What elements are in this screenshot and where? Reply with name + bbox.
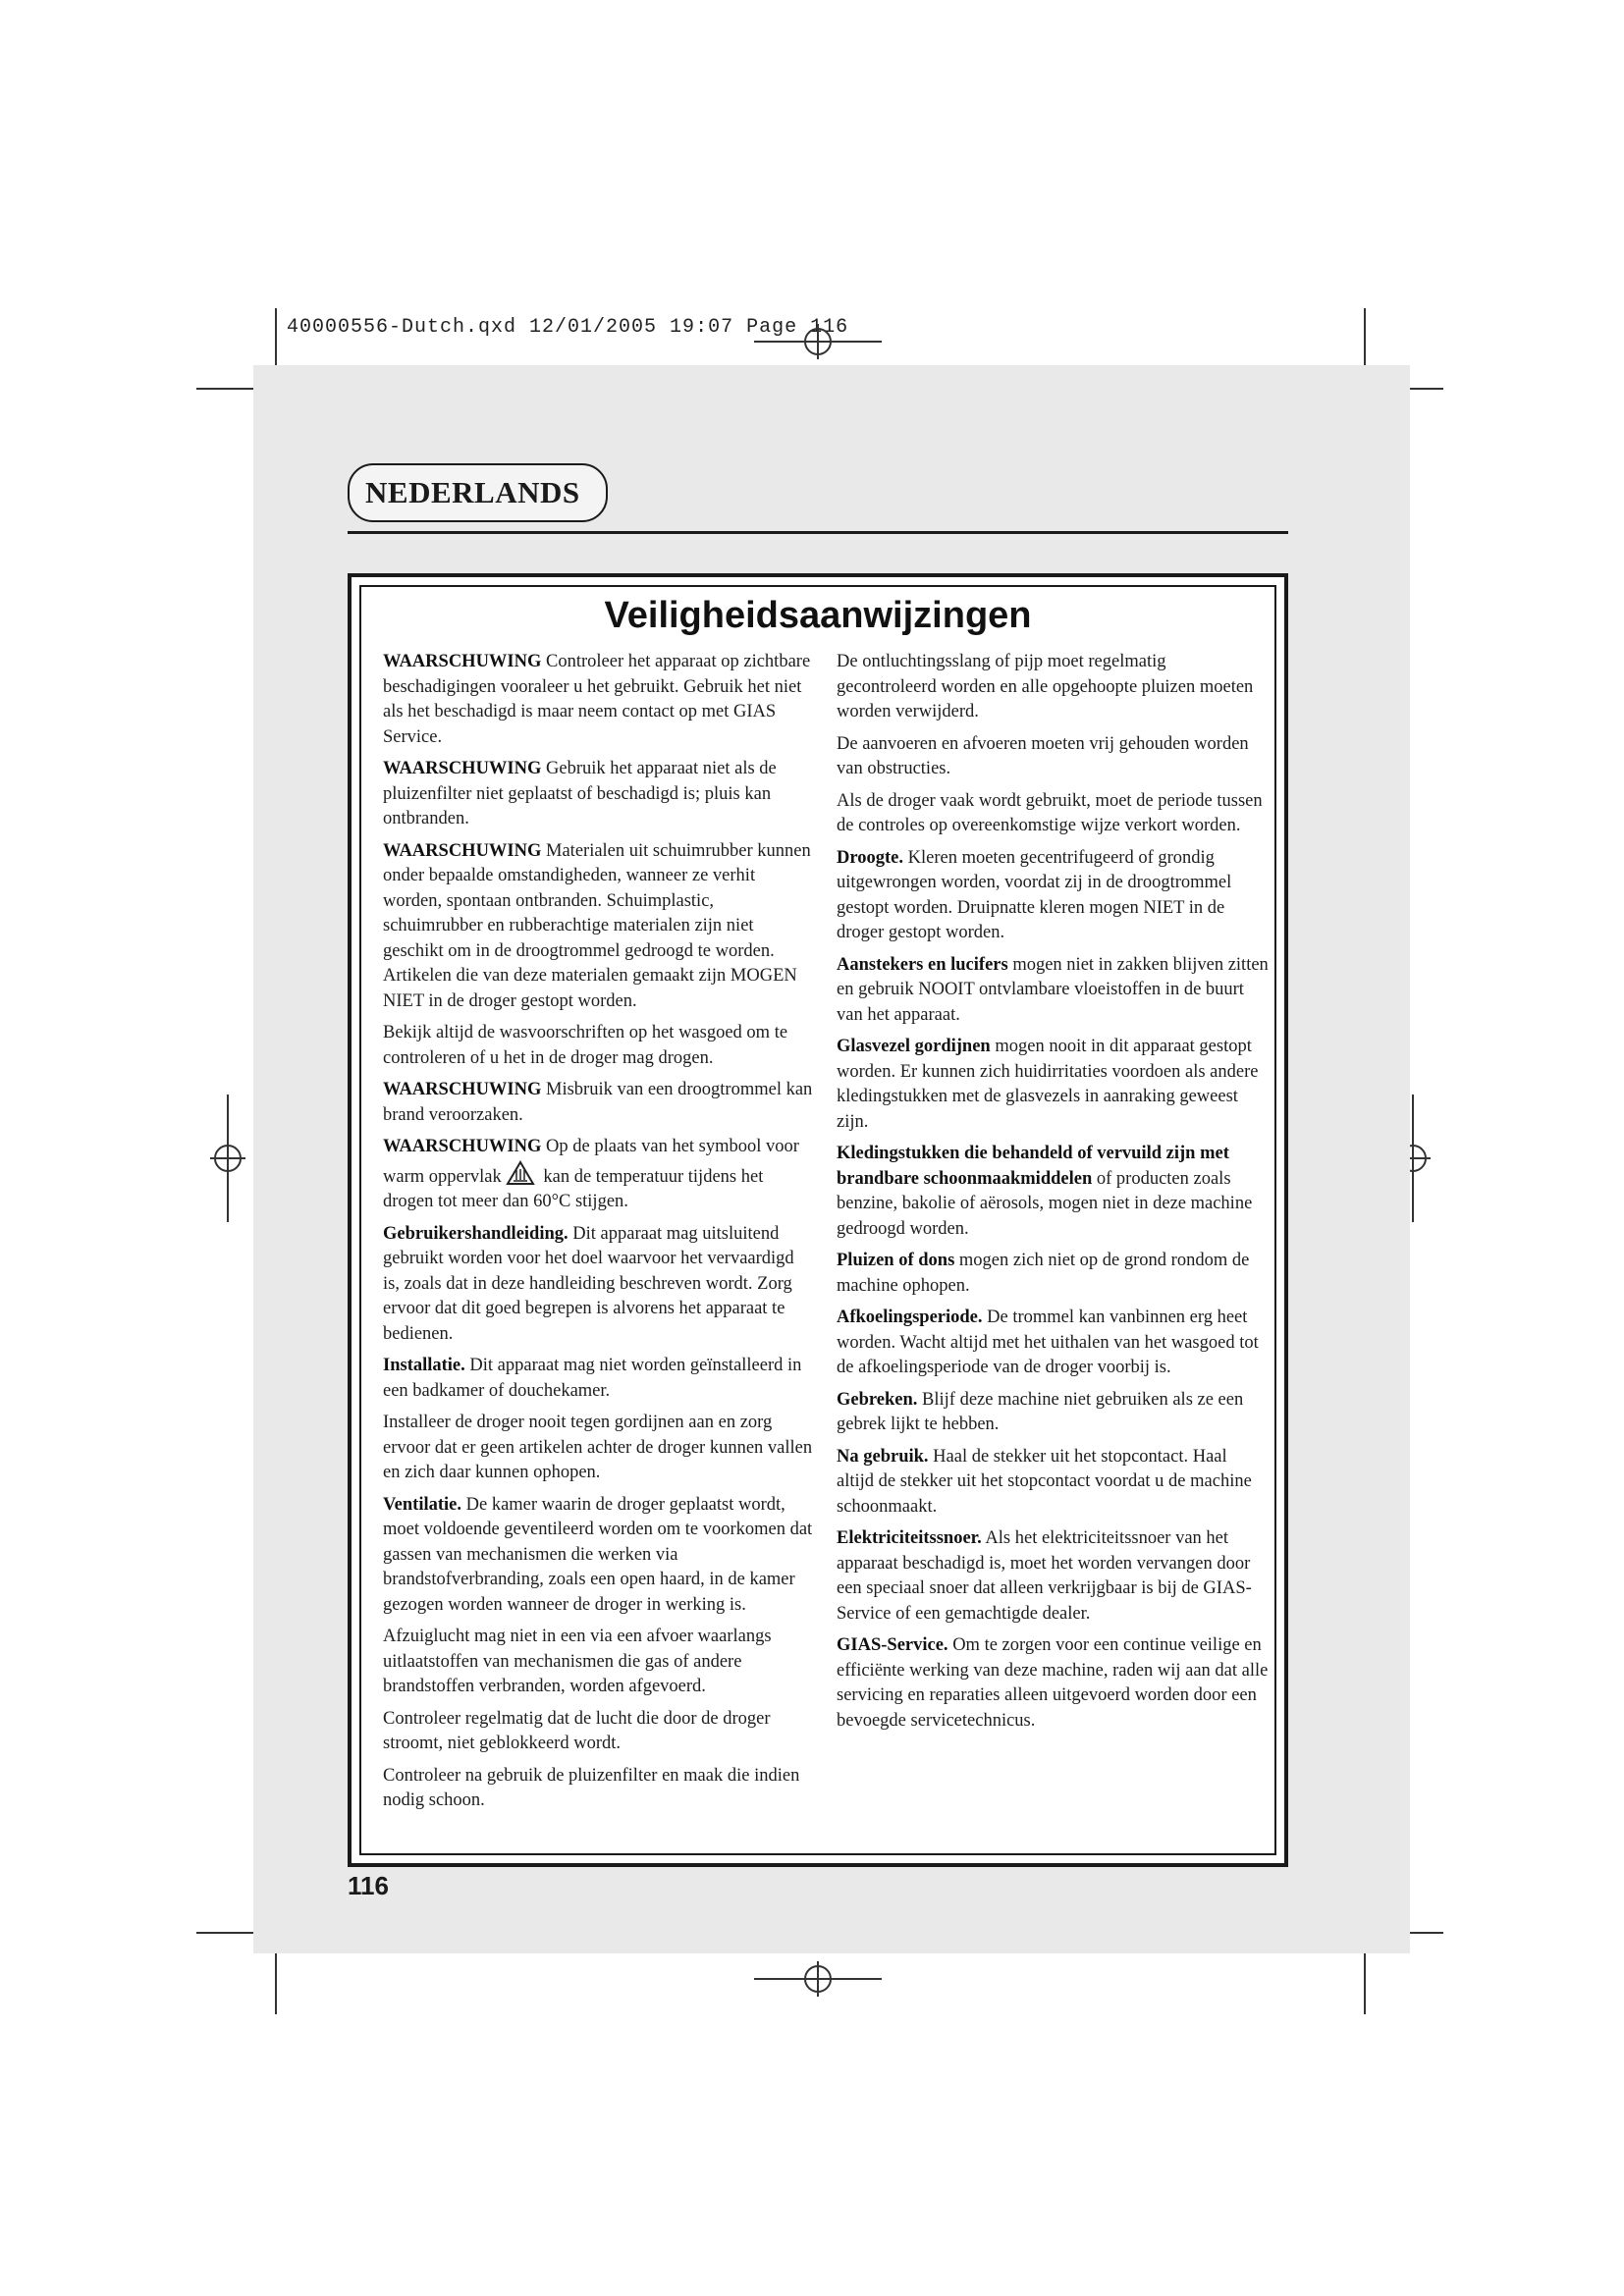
paragraph: Bekijk altijd de wasvoorschriften op het wasgoed om te controleren of u het in de droger mag drogen. bbox=[383, 1023, 788, 1068]
paragraph: Elektriciteitssnoer. Als het elektriciteitssnoer van het apparaat beschadigd is, moet het worden vervangen door een speciaal snoer dat alleen verkrijgbaar is bij de GIAS-Service of een gemachtigde dealer. bbox=[837, 1528, 1252, 1624]
paragraph: WAARSCHUWING Controleer het apparaat op zichtbare beschadigingen vooraleer u het gebruikt. Gebruik het niet als het beschadigd is maar neem contact op met GIAS Service. bbox=[383, 652, 811, 747]
page-title: Veiligheidsaanwijzingen bbox=[604, 595, 1032, 636]
paragraph: Na gebruik. Haal de stekker uit het stopcontact. Haal altijd de stekker uit het stopcontact voordat u de machine schoonmaakt. bbox=[837, 1446, 1252, 1517]
print-slug-line: 40000556-Dutch.qxd 12/01/2005 19:07 Page 116 bbox=[287, 316, 849, 339]
paragraph: WAARSCHUWING Op de plaats van het symbool voor warm oppervlak kan de temperatuur tijdens het drogen tot meer dan 60°C stijgen. bbox=[383, 1137, 799, 1211]
paragraph: Gebruikershandleiding. Dit apparaat mag uitsluitend gebruikt worden voor het doel waarvoor het vervaardigd is, zoals dat in deze handleiding beschreven wordt. Zorg ervoor dat dit goed begrepen is alvorens het apparaat te bedienen. bbox=[383, 1223, 794, 1344]
safety-instructions-inner-frame bbox=[359, 585, 1276, 1855]
paragraph: Aanstekers en lucifers mogen niet in zakken blijven zitten en gebruik NOOIT ontvlambare vloeistoffen in de buurt van het apparaat. bbox=[837, 954, 1269, 1025]
paragraph: Afzuiglucht mag niet in een via een afvoer waarlangs uitlaatstoffen van mechanismen die gas of andere brandstoffen verbranden, worden afgevoerd. bbox=[383, 1627, 772, 1696]
right-column bbox=[837, 650, 1269, 1740]
registration-mark-icon bbox=[800, 324, 836, 359]
safety-instructions-box bbox=[348, 573, 1288, 1867]
hot-surface-warning-icon bbox=[506, 1160, 535, 1186]
paragraph: Ventilatie. De kamer waarin de droger geplaatst wordt, moet voldoende geventileerd worden om te voorkomen dat gassen van mechanismen die werken via brandstofverbranding, zoals een open haard, in de kamer gezogen worden wanneer de droger in werking is. bbox=[383, 1494, 813, 1615]
paragraph: Droogte. Kleren moeten gecentrifugeerd of grondig uitgewrongen worden, voordat zij in de droogtrommel gestopt worden. Druipnatte kleren mogen NIET in de droger gestopt worden. bbox=[837, 847, 1232, 942]
paragraph: WAARSCHUWING Materialen uit schuimrubber kunnen onder bepaalde omstandigheden, wanneer ze verhit worden, spontaan ontbranden. Schuimplastic, schuimrubber en rubberachtige materialen zijn niet geschikt om in de droogtrommel gedroogd te worden. Artikelen die van deze materialen gemaakt zijn MOGEN NIET in de droger gestopt worden. bbox=[383, 840, 811, 1011]
registration-mark-icon bbox=[210, 1141, 245, 1176]
paragraph: Als de droger vaak wordt gebruikt, moet de periode tussen de controles op overeenkomstige wijze verkort worden. bbox=[837, 790, 1263, 835]
header-rule bbox=[348, 531, 1288, 534]
paragraph: WAARSCHUWING Misbruik van een droogtrommel kan brand veroorzaken. bbox=[383, 1080, 813, 1125]
paragraph: WAARSCHUWING Gebruik het apparaat niet als de pluizenfilter niet geplaatst of beschadigd is; pluis kan ontbranden. bbox=[383, 759, 777, 828]
crop-mark-bottom-left-horizontal bbox=[196, 1932, 257, 1934]
paragraph: Glasvezel gordijnen mogen nooit in dit apparaat gestopt worden. Er kunnen zich huidirritaties voordoen als andere kledingstukken met de glasvezels in aanraking geweest zijn. bbox=[837, 1037, 1259, 1132]
paragraph: Installeer de droger nooit tegen gordijnen aan en zorg ervoor dat er geen artikelen achter de droger kunnen vallen en zich daar kunnen ophopen. bbox=[383, 1413, 813, 1482]
paragraph: Controleer na gebruik de pluizenfilter en maak die indien nodig schoon. bbox=[383, 1765, 800, 1810]
crop-mark-top-left-horizontal bbox=[196, 388, 257, 390]
language-tab bbox=[348, 463, 608, 522]
paragraph: GIAS-Service. Om te zorgen voor een continue veilige en efficiënte werking van deze machine, raden wij aan dat alle servicing en reparaties alleen uitgevoerd worden door een bevoegde servicetechnicus. bbox=[837, 1635, 1269, 1731]
paragraph: Kledingstukken die behandeld of vervuild zijn met brandbare schoonmaakmiddelen of producten zoals benzine, bakolie of aërosols, mogen niet in deze machine gedroogd worden. bbox=[837, 1144, 1253, 1239]
paragraph: De aanvoeren en afvoeren moeten vrij gehouden worden van obstructies. bbox=[837, 733, 1249, 778]
paragraph: Pluizen of dons mogen zich niet op de grond rondom de machine ophopen. bbox=[837, 1251, 1250, 1296]
paragraph: Afkoelingsperiode. De trommel kan vanbinnen erg heet worden. Wacht altijd met het uithalen van het wasgoed tot de afkoelingsperiode van de droger voorbij is. bbox=[837, 1308, 1259, 1377]
paragraph: Controleer regelmatig dat de lucht die door de droger stroomt, niet geblokkeerd wordt. bbox=[383, 1708, 771, 1753]
crop-mark-top-left-vertical bbox=[275, 308, 277, 369]
crop-mark-bottom-right-vertical bbox=[1364, 1953, 1366, 2014]
paragraph: De ontluchtingsslang of pijp moet regelmatig gecontroleerd worden en alle opgehoopte pluizen moeten worden verwijderd. bbox=[837, 652, 1254, 721]
paragraph: Installatie. Dit apparaat mag niet worden geïnstalleerd in een badkamer of douchekamer. bbox=[383, 1356, 802, 1401]
crop-mark-bottom-left-vertical bbox=[275, 1953, 277, 2014]
page-number: 116 bbox=[348, 1871, 389, 1900]
paragraph: Gebreken. Blijf deze machine niet gebruiken als ze een gebrek lijkt te hebben. bbox=[837, 1389, 1244, 1434]
crop-mark-top-right-vertical bbox=[1364, 308, 1366, 369]
left-column bbox=[383, 650, 815, 1821]
registration-mark-icon bbox=[800, 1961, 836, 1997]
language-label: NEDERLANDS bbox=[365, 475, 580, 509]
